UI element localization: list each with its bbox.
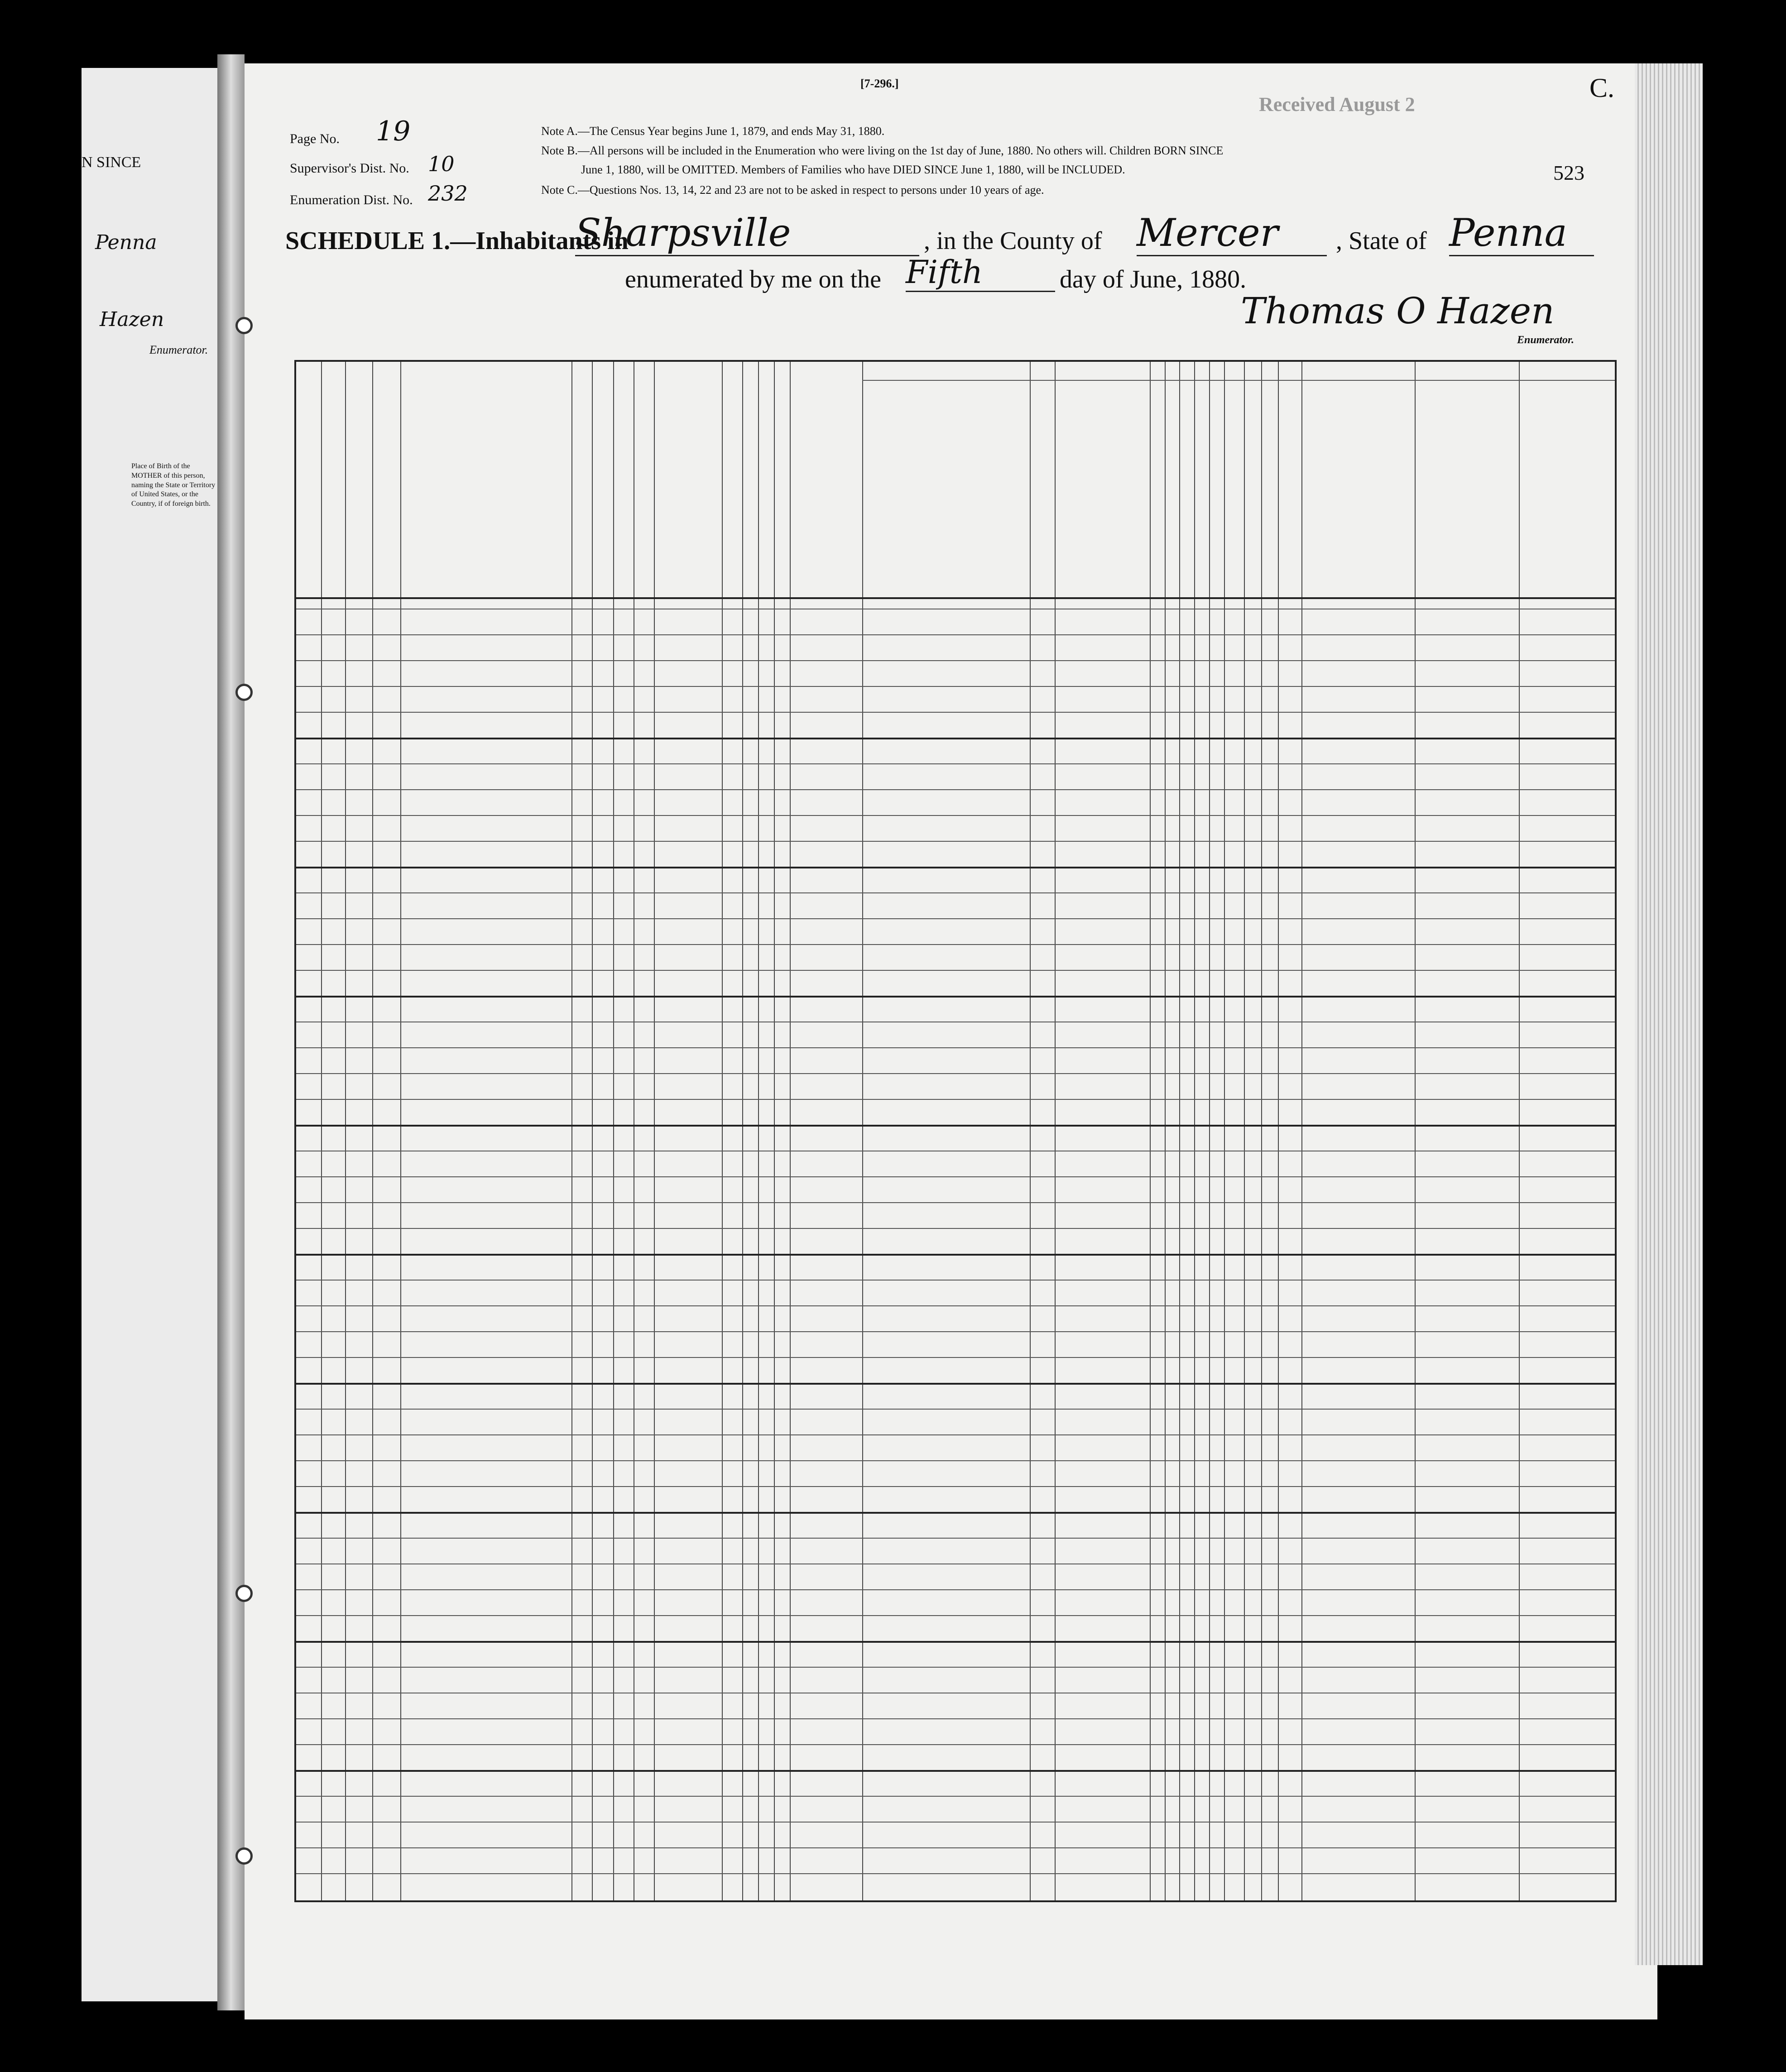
table-row	[296, 691, 1615, 711]
binder-ring	[235, 684, 253, 701]
grid-row-line	[296, 634, 1615, 635]
table-row	[296, 1052, 1615, 1072]
table-row	[296, 1207, 1615, 1227]
grid-row-line	[296, 1512, 1615, 1514]
table-row	[296, 1258, 1615, 1279]
grid-row-line	[296, 944, 1615, 945]
enumerator-label: Enumerator.	[1517, 334, 1575, 346]
column-header	[1263, 382, 1277, 595]
grid-row-line	[296, 815, 1615, 816]
table-row	[296, 1439, 1615, 1459]
column-header	[573, 382, 591, 595]
grid-row-line	[296, 1538, 1615, 1539]
enumerator-signature: Thomas O Hazen	[1241, 290, 1555, 332]
table-row	[296, 1000, 1615, 1021]
table-row	[296, 1878, 1615, 1898]
table-row	[296, 820, 1615, 840]
grid-row-line	[296, 1434, 1615, 1435]
grid-row-line	[296, 1718, 1615, 1719]
grid-row-line	[296, 1176, 1615, 1177]
table-row	[296, 897, 1615, 917]
grid-row-line	[296, 1125, 1615, 1127]
table-row	[296, 1516, 1615, 1537]
grid-row-line	[296, 918, 1615, 919]
grid-row-line	[296, 1796, 1615, 1797]
table-row	[296, 742, 1615, 763]
table-row	[296, 1852, 1615, 1872]
left-page-enumerator: Hazen	[100, 308, 164, 331]
form-id: [7-296.]	[860, 77, 899, 90]
table-row	[296, 923, 1615, 943]
table-row	[296, 974, 1615, 995]
grid-row-line	[296, 892, 1615, 893]
grid-row-line	[296, 1202, 1615, 1203]
received-stamp: Received August 2	[1259, 93, 1415, 115]
schedule-label: SCHEDULE 1.—Inhabitants in	[285, 227, 629, 255]
table-row	[296, 1233, 1615, 1253]
grid-row-line	[296, 660, 1615, 661]
table-row	[296, 871, 1615, 892]
grid-row-line	[296, 1847, 1615, 1848]
census-table	[294, 360, 1617, 1902]
state-label: , State of	[1336, 227, 1427, 255]
note-b-line1: Note B.—All persons will be included in the Enumeration who were living on the 1st day of June, 1880. No others will. Children BORN SINCE	[541, 144, 1224, 157]
column-header	[1181, 382, 1193, 595]
table-row	[296, 1542, 1615, 1563]
table-row	[296, 1155, 1615, 1175]
grid-row-line	[296, 1047, 1615, 1048]
grid-row-line	[296, 1073, 1615, 1074]
column-header	[298, 382, 320, 595]
grid-row-line	[296, 1822, 1615, 1823]
table-row	[296, 1181, 1615, 1201]
grid-row-line	[296, 1331, 1615, 1332]
grid-row-line	[296, 996, 1615, 998]
enumerated-label: enumerated by me on the	[625, 265, 882, 293]
column-header	[723, 382, 741, 595]
table-row	[296, 716, 1615, 737]
day-value: Fifth	[906, 254, 1055, 292]
table-row	[296, 1465, 1615, 1485]
column-header	[1416, 452, 1517, 588]
column-header	[791, 452, 861, 588]
grid-row-line	[296, 763, 1615, 764]
grid-row-line	[296, 1254, 1615, 1256]
grid-row-line	[296, 1641, 1615, 1643]
binding-gutter	[217, 54, 245, 2010]
column-header	[864, 452, 1028, 588]
grid-row-line	[296, 970, 1615, 971]
county-label: , in the County of	[924, 227, 1102, 255]
place-value: Sharpsville	[575, 211, 919, 256]
table-row	[296, 1826, 1615, 1847]
table-row	[296, 1749, 1615, 1769]
grid-row-line	[296, 1744, 1615, 1745]
table-row	[296, 1671, 1615, 1692]
left-page-state: Penna	[95, 231, 157, 254]
binder-ring	[235, 1585, 253, 1602]
table-row	[296, 1568, 1615, 1588]
column-header	[1195, 382, 1208, 595]
left-page-heading: N SINCE	[82, 154, 141, 171]
header-group-divider	[862, 380, 1615, 381]
table-row	[296, 1310, 1615, 1330]
table-row	[296, 1336, 1615, 1356]
grid-row-line	[296, 841, 1615, 842]
column-header	[1520, 452, 1613, 588]
table-row	[296, 1413, 1615, 1434]
table-row	[296, 1775, 1615, 1795]
group-header-health	[1150, 365, 1224, 378]
note-a: Note A.—The Census Year begins June 1, 1879, and ends May 31, 1880.	[541, 125, 885, 138]
page-edge-stack	[1635, 63, 1703, 1965]
column-header	[322, 382, 344, 595]
corner-letter: C.	[1589, 73, 1615, 103]
column-header	[615, 382, 632, 595]
table-row	[296, 1026, 1615, 1046]
column-header	[775, 382, 788, 595]
group-header-nativity	[1301, 365, 1615, 378]
grid-row-line	[296, 738, 1615, 739]
grid-row-line	[296, 712, 1615, 713]
column-header	[1245, 382, 1260, 595]
grid-row-line	[296, 1228, 1615, 1229]
column-header	[1225, 382, 1243, 595]
grid-row-line	[296, 1486, 1615, 1487]
column-header	[374, 382, 399, 595]
column-header	[1056, 452, 1148, 588]
table-row	[296, 1387, 1615, 1408]
grid-row-line	[296, 1280, 1615, 1281]
column-header	[759, 382, 773, 595]
table-row	[296, 1491, 1615, 1511]
page-stamp: 523	[1553, 161, 1584, 184]
column-header	[346, 382, 371, 595]
note-b-line2: June 1, 1880, will be OMITTED. Members of Families who have DIED SINCE June 1, 1880, will be INCLUDED.	[581, 163, 1125, 176]
grid-row-line	[296, 1770, 1615, 1772]
table-row	[296, 1129, 1615, 1150]
table-row	[296, 1362, 1615, 1382]
grid-row-line	[296, 1383, 1615, 1385]
table-row	[296, 1594, 1615, 1614]
table-row	[296, 1284, 1615, 1305]
table-row	[296, 1620, 1615, 1640]
column-header	[1151, 382, 1163, 595]
note-c: Note C.—Questions Nos. 13, 14, 22 and 23 are not to be asked in respect to persons under 10 years of age.	[541, 183, 1044, 197]
binder-ring	[235, 1847, 253, 1865]
column-header	[1303, 452, 1413, 588]
table-row	[296, 794, 1615, 814]
table-row	[296, 1800, 1615, 1821]
enumeration-label: Enumeration Dist. No.	[290, 192, 413, 207]
supervisor-value: 10	[428, 152, 455, 176]
grid-row-line	[296, 789, 1615, 790]
group-header-personal	[592, 365, 654, 378]
grid-row-line	[296, 1357, 1615, 1358]
table-row	[296, 1078, 1615, 1098]
grid-row-line	[296, 1460, 1615, 1461]
group-header-education	[1224, 365, 1301, 378]
table-row	[296, 1697, 1615, 1717]
table-row	[296, 639, 1615, 659]
table-row	[296, 1645, 1615, 1666]
header-divider	[296, 597, 1615, 599]
table-row	[296, 665, 1615, 685]
left-page-fragment	[82, 68, 235, 2001]
column-header	[593, 382, 612, 595]
binder-ring	[235, 317, 253, 334]
grid-row-line	[296, 686, 1615, 687]
group-header-civil	[722, 365, 790, 378]
table-row	[296, 845, 1615, 866]
county-value: Mercer	[1137, 211, 1327, 256]
table-row	[296, 768, 1615, 788]
column-header	[1210, 382, 1223, 595]
column-header	[402, 452, 570, 588]
grid-row-line	[296, 1589, 1615, 1590]
page-no-value: 19	[376, 115, 411, 147]
page-no-label: Page No.	[290, 131, 340, 146]
enumeration-value: 232	[428, 181, 468, 206]
grid-row-line	[296, 867, 1615, 868]
column-header	[744, 382, 757, 595]
column-header	[1166, 382, 1178, 595]
left-page-column-header: Place of Birth of the MOTHER of this person, naming the State or Territory of United States, or the Country, if of foreign birth.	[131, 462, 216, 508]
supervisor-label: Supervisor's Dist. No.	[290, 161, 409, 176]
state-value: Penna	[1449, 211, 1594, 256]
grid-row-line	[296, 1667, 1615, 1668]
left-page-enumerator-label: Enumerator.	[149, 343, 208, 356]
grid-row-line	[296, 1305, 1615, 1306]
column-header	[1031, 382, 1053, 595]
table-row	[296, 949, 1615, 969]
column-header	[635, 382, 653, 595]
day-label: day of June, 1880.	[1060, 265, 1247, 293]
column-header	[655, 452, 720, 588]
grid-row-line	[296, 1873, 1615, 1874]
group-header-occupation	[862, 365, 1055, 378]
grid-row-line	[296, 1099, 1615, 1100]
grid-row-line	[296, 1409, 1615, 1410]
group-header-in-cities	[296, 365, 345, 378]
table-row	[296, 1103, 1615, 1124]
table-row	[296, 613, 1615, 633]
grid-row-line	[296, 1615, 1615, 1616]
table-row	[296, 1723, 1615, 1743]
